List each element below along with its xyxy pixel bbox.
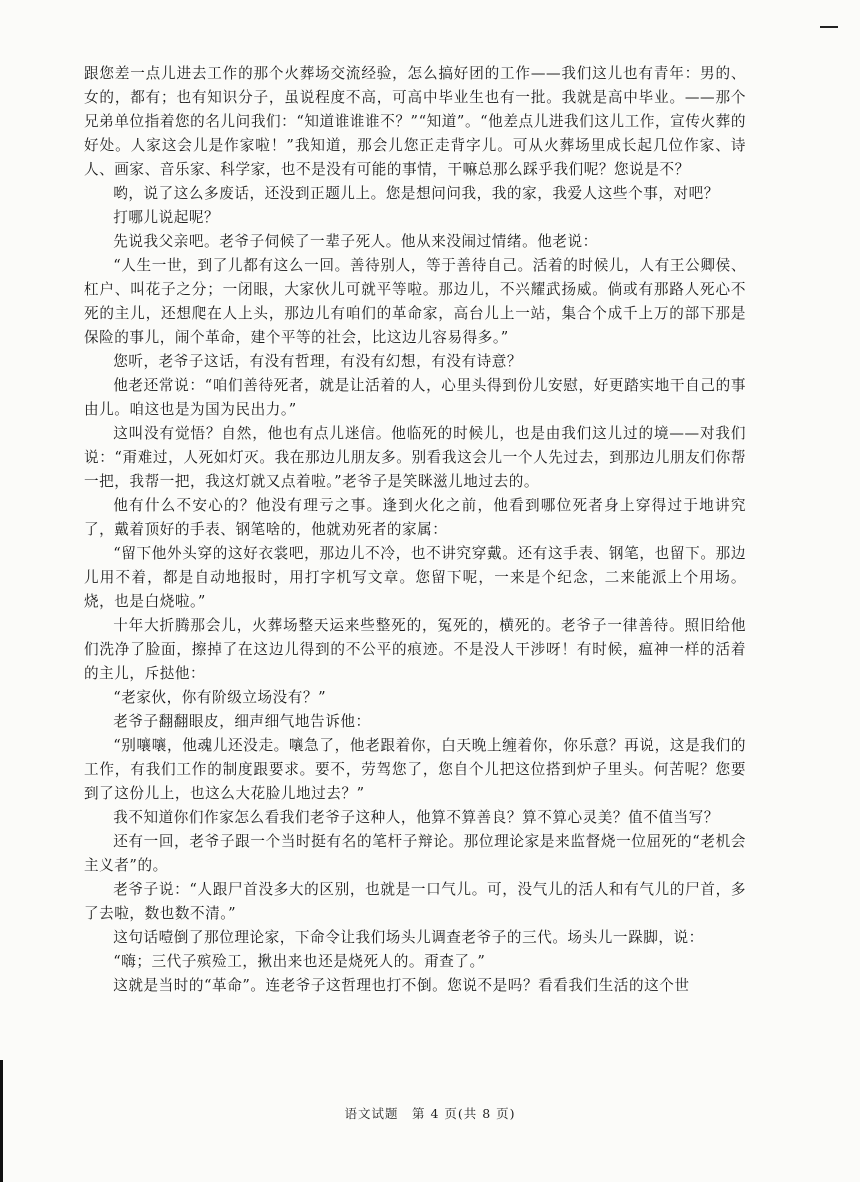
paragraph-6: 您听，老爷子这话，有没有哲理，有没有幻想，有没有诗意？ bbox=[113, 353, 523, 370]
paragraph-8: 这叫没有觉悟？自然，他也有点儿迷信。他临死的时候儿，也是由我们这儿过的境——对我们说：“甭难过，人死如灯灭。我在那边儿朋友多。别看我这会儿一个人先过去，到那边儿朋友们你帮一把，我帮一把，我这灯就又点着啦。”老爷子是笑眯滋儿地过去的。 bbox=[84, 425, 746, 490]
scan-mark bbox=[820, 26, 838, 28]
paragraph-1: 跟您差一点儿进去工作的那个火葬场交流经验，怎么搞好团的工作——我们这儿也有青年：男的、女的，都有；也有知识分子，虽说程度不高，可高中毕业生也有一批。我就是高中毕业。——那个兄弟单位指着您的名儿问我们：“知道谁谁谁不？”“知道”。“他差点儿进我们这儿工作，宣传火葬的好处。人家这会儿是作家啦！”我知道，那会儿您正走背字儿。可从火葬场里成长起几位作家、诗人、画家、音乐家、科学家，也不是没有可能的事情，干嘛总那么踩乎我们呢？您说是不？ bbox=[84, 65, 746, 178]
paragraph-2: 哟，说了这么多废话，还没到正题儿上。您是想问问我，我的家，我爱人这些个事，对吧？ bbox=[113, 185, 719, 202]
paragraph-3: 打哪儿说起呢？ bbox=[113, 209, 220, 226]
paragraph-4: 先说我父亲吧。老爷子伺候了一辈子死人。他从来没闹过情绪。他老说： bbox=[113, 233, 598, 250]
paragraph-5: “人生一世，到了儿都有这么一回。善待别人，等于善待自己。活着的时候儿，人有王公卿侯、杠户、叫花子之分；一闭眼，大家伙儿可就平等啦。那边儿，不兴耀武扬威。倘或有那路人死心不死的主儿，还想爬在人上头，那边儿有咱们的革命家，高台儿上一站，集合个成千上万的部下那是保险的事儿，闹个革命，建个平等的社会，比这边儿容易得多。” bbox=[84, 257, 746, 346]
paragraph-9: 他有什么不安心的？他没有理亏之事。逢到火化之前，他看到哪位死者身上穿得过于地讲究了，戴着顶好的手表、钢笔啥的，他就劝死者的家属： bbox=[84, 497, 746, 538]
paragraph-11: 十年大折腾那会儿，火葬场整天运来些整死的，冤死的，横死的。老爷子一律善待。照旧给他们洗净了脸面，擦掉了在这边儿得到的不公平的痕迹。不是没人干涉呀！有时候，瘟神一样的活着的主儿，斥挞他： bbox=[84, 617, 746, 682]
paragraph-17: 老爷子说：“人跟尸首没多大的区别，也就是一口气儿。可，没气儿的活人和有气儿的尸首，多了去啦，数也数不清。” bbox=[84, 881, 746, 922]
paragraph-14: “别嚷嚷，他魂儿还没走。嚷急了，他老跟着你，白天晚上缠着你，你乐意？再说，这是我们的工作，有我们工作的制度跟要求。要不，劳驾您了，您自个儿把这位搭到炉子里头。何苦呢？您要到了这份儿上，也这么大花脸儿地过去？” bbox=[84, 737, 746, 802]
text-body bbox=[84, 62, 746, 998]
paragraph-16: 还有一回，老爷子跟一个当时挺有名的笔杆子辩论。那位理论家是来监督烧一位屈死的“老机会主义者”的。 bbox=[84, 833, 746, 874]
paragraph-15: 我不知道你们作家怎么看我们老爷子这种人，他算不算善良？算不算心灵美？值不值当写？ bbox=[113, 809, 719, 826]
paragraph-20: 这就是当时的“革命”。连老爷子这哲理也打不倒。您说不是吗？看看我们生活的这个世 bbox=[113, 977, 690, 994]
paragraph-12: “老家伙，你有阶级立场没有？” bbox=[113, 689, 327, 706]
page-footer: 语文试题 第 4 页(共 8 页) bbox=[344, 1106, 516, 1121]
paragraph-10: “留下他外头穿的这好衣裳吧，那边儿不冷，也不讲究穿戴。还有这手表、钢笔，也留下。那边儿用不着，都是自动地报时，用打字机写文章。您留下呢，一来是个纪念，二来能派上个用场。烧，也是白烧啦。” bbox=[84, 545, 746, 610]
paragraph-7: 他老还常说：“咱们善待死者，就是让活着的人，心里头得到份儿安慰，好更踏实地干自己的事由儿。咱这也是为国为民出力。” bbox=[84, 377, 746, 418]
paragraph-18: 这句话噎倒了那位理论家，下命令让我们场头儿调查老爷子的三代。场头儿一跺脚，说： bbox=[113, 929, 704, 946]
paragraph-13: 老爷子翻翻眼皮，细声细气地告诉他： bbox=[113, 713, 371, 730]
paragraph-19: “嗨；三代子殡殓工，揪出来也还是烧死人的。甭查了。” bbox=[113, 953, 486, 970]
